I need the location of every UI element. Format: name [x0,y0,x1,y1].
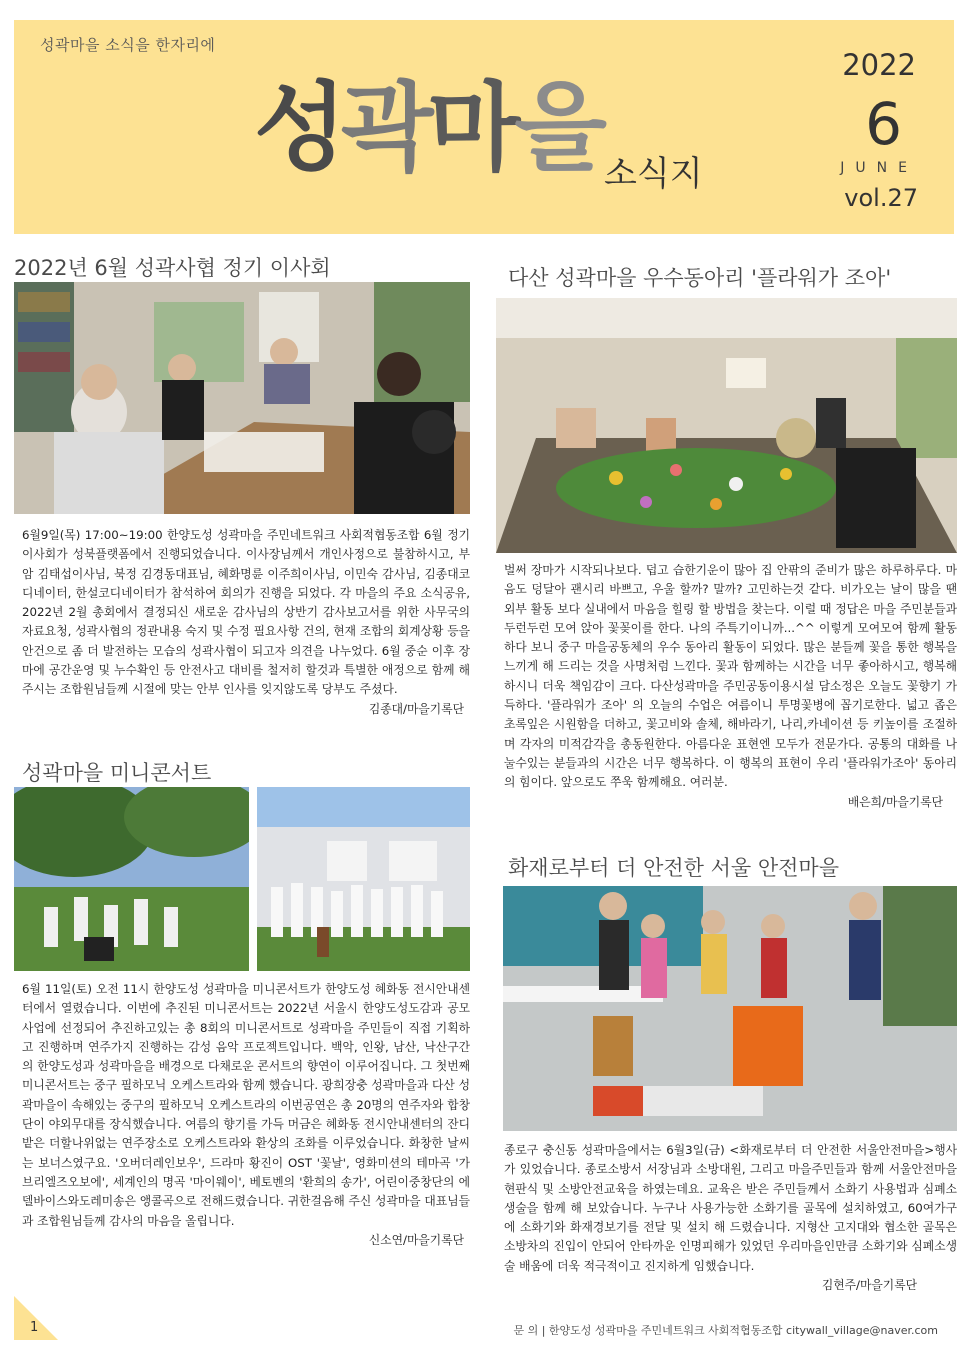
masthead-tagline: 성곽마을 소식을 한자리에 [40,36,216,54]
issue-volume: vol.27 [844,184,918,212]
mini-concert-photo-1 [14,787,249,971]
flower-club-author: 배은희/마을기록단 [847,794,943,809]
mini-concert-article [22,980,470,1250]
mini-concert-author: 신소연/마을기록단 [368,1232,464,1247]
board-meeting-photo [14,282,470,514]
fire-safety-title: 화재로부터 더 안전한 서울 안전마을 [508,856,839,880]
newsletter-logo [254,72,601,184]
flower-club-photo [496,298,957,553]
fire-safety-author: 김현주/마을기록단 [821,1278,917,1293]
board-meeting-body: 6월9일(목) 17:00~19:00 한양도성 성곽마을 주민네트워크 사회적협동조합 6월 정기 이사회가 성북플랫폼에서 진행되었습니다. 이사장님께서 개인사정으로 불참하시고, 부암 김태섭이사님, 북정 김경동대표님, 혜화명륜 이주희이사님, 이민숙 감사님, 김종대코디네이터, 한설코디네이터가 참석하여 회의가 진행을 되었다. 각 마을의 주요 소식공유, 2022년 2월 총회에서 결정되신 새로운 감사님의 상반기 감사보고서를 위한 사무국의 자료요청, 성곽사협의 정관내용 숙지 및 수정 필요사항 건의, 현재 조합의 회계상황 등을 안건으로 좀 더 발전하는 모습의 성곽사협이 되고자 의견을 나누었다. 6월 중순 이후 장마에 공간운영 및 누수확인 등 안전사고 대비를 철저히 할것과 특별한 애정으로 함께 해 주시는 조합원님들께 시절에 맞는 안부 인사를 잊지않도록 당부도 주셨다. [22,528,470,697]
mini-concert-photo-2 [257,787,470,971]
mini-concert-title: 성곽마을 미니콘서트 [22,761,212,785]
newsletter-subname: 소식지 [604,154,703,194]
masthead [14,20,954,234]
logo-char: 마 [427,72,515,184]
flower-club-article [504,561,957,812]
issue-month-name: JUNE [840,160,918,176]
logo-char: 곽 [340,72,428,184]
issue-year: 2022 [842,48,916,82]
board-meeting-author: 김종대/마을기록단 [368,701,464,716]
page-number: 1 [30,1320,39,1335]
flower-club-title: 다산 성곽마을 우수동아리 '플라워가 조아' [508,266,892,290]
logo-char: 을 [514,72,601,184]
footer-contact: 문 의 | 한양도성 성곽마을 주민네트워크 사회적협동조합 citywall_village@naver.com [513,1324,938,1337]
fire-safety-photo [503,886,957,1131]
board-meeting-title: 2022년 6월 성곽사협 정기 이사회 [14,256,331,280]
fire-safety-body: 종로구 충신동 성곽마을에서는 6월3일(금) <화재로부터 더 안전한 서울안전마을>행사가 있었습니다. 종로소방서 서장님과 소방대원, 그리고 마을주민들과 함께 서울안전마을 현판식 및 소방안전교육을 하였는데요. 교육은 받은 주민들께서 소화기 사용법과 심폐소생술을 함께 해 보았습니다. 누구나 사용가능한 소화기를 골목에 설치하였고, 60여가구에 소화기와 화재경보기를 전달 및 설치 해 드렸습니다. 지형산 고지대와 협소한 골목은 소방차의 진입이 안되어 안타까운 인명피해가 있었던 우리마을인만큼 소화기와 심폐소생술 배움에 더욱 적극적이고 진지하게 임했습니다. [504,1143,957,1273]
flower-club-body: 벌써 장마가 시작되나보다. 덥고 습한기운이 많아 집 안팎의 준비가 많은 하루하루다. 마음도 덩달아 괜시리 바쁘고, 우울 할까? 말까? 고민하는것 같다. 비가오는 날이 많을 땐 외부 활동 보다 실내에서 마음을 힐링 할 방법을 찾는다. 이럴 때 정답은 마을 주민분들과 두런두런 모여 앉아 꽃꽂이를 한다. 나의 주특기이니까...^^ 이렇게 모여모여 함께 활동하다 보니 중구 마을공동체의 우수 동아리 활동이 되었다. 많은 분들께 꽃을 통한 행복을 느끼게 해 드리는 것을 사명처럼 느낀다. 꽃과 함께하는 시간을 너무 좋아하시고, 행복해 하시니 더욱 책임감이 크다. 다산성곽마을 주민공동이용시설 담소정은 오늘도 꽃향기 가득하다. '플라워가 조아' 의 오늘의 수업은 여름이니 투명꽃병에 꼽기로한다. 넓고 좁은 초록잎은 시원함을 더하고, 꽃고비와 솔체, 해바라기, 나리,카네이션 등 키높이를 조절하며 각자의 미적감각을 총동원한다. 아름다운 표현엔 모두가 전문가다. 공통의 대화를 나눌수있는 분들과의 시간은 너무 행복하다. 이 행복의 표현이 우리 '플라워가조아' 동아리의 힘이다. 앞으로도 쭈욱 함께해요. 여러분. [504,563,957,790]
logo-char: 성 [254,72,341,184]
fire-safety-article [504,1141,957,1295]
board-meeting-article [22,526,470,719]
mini-concert-body: 6월 11일(토) 오전 11시 한양도성 성곽마을 미니콘서트가 한양도성 혜화동 전시안내센터에서 열렸습니다. 이번에 추진된 미니콘서트는 2022년 서울시 한양도성도감과 공모사업에 선정되어 추진하고있는 총 8회의 미니콘서트로 성곽마을 주민들이 직접 기획하고 진행하며 연주가지 진행하는 감성 음악 프로젝트입니다. 백악, 인왕, 남산, 낙산구간의 한양도성과 성곽마을을 배경으로 다채로운 콘서트의 향연이 이루어집니다. 그 첫번째 미니콘서트는 중구 필하모닉 오케스트라와 함께 했습니다. 광희장충 성곽마을과 다산 성곽마을이 속해있는 중구의 필하모닉 오케스트라의 이번공연은 총 20명의 연주자와 합창단이 야외무대를 장식했습니다. 여름의 향기를 가득 머금은 혜화동 전시안내센터의 잔디밭은 더할나위없는 연주장소로 오케스트라와 환상의 조화를 이루었습니다. 화창한 날씨는 보너스였구요. '오버더레인보우', 드라마 황진이 OST '꽃날', 영화미션의 테마곡 '가브리엘즈오보에', 세계인의 명곡 '마이웨이', 베토벤의 '환희의 송가', 어린이중창단의 에델바이스와도레미송은 앵콜곡으로 전해드렸습니다. 귀한걸음해 주신 성곽마을 대표님들과 조합원님들께 감사의 마음을 올립니다. [22,982,470,1228]
issue-month: 6 [865,90,902,158]
